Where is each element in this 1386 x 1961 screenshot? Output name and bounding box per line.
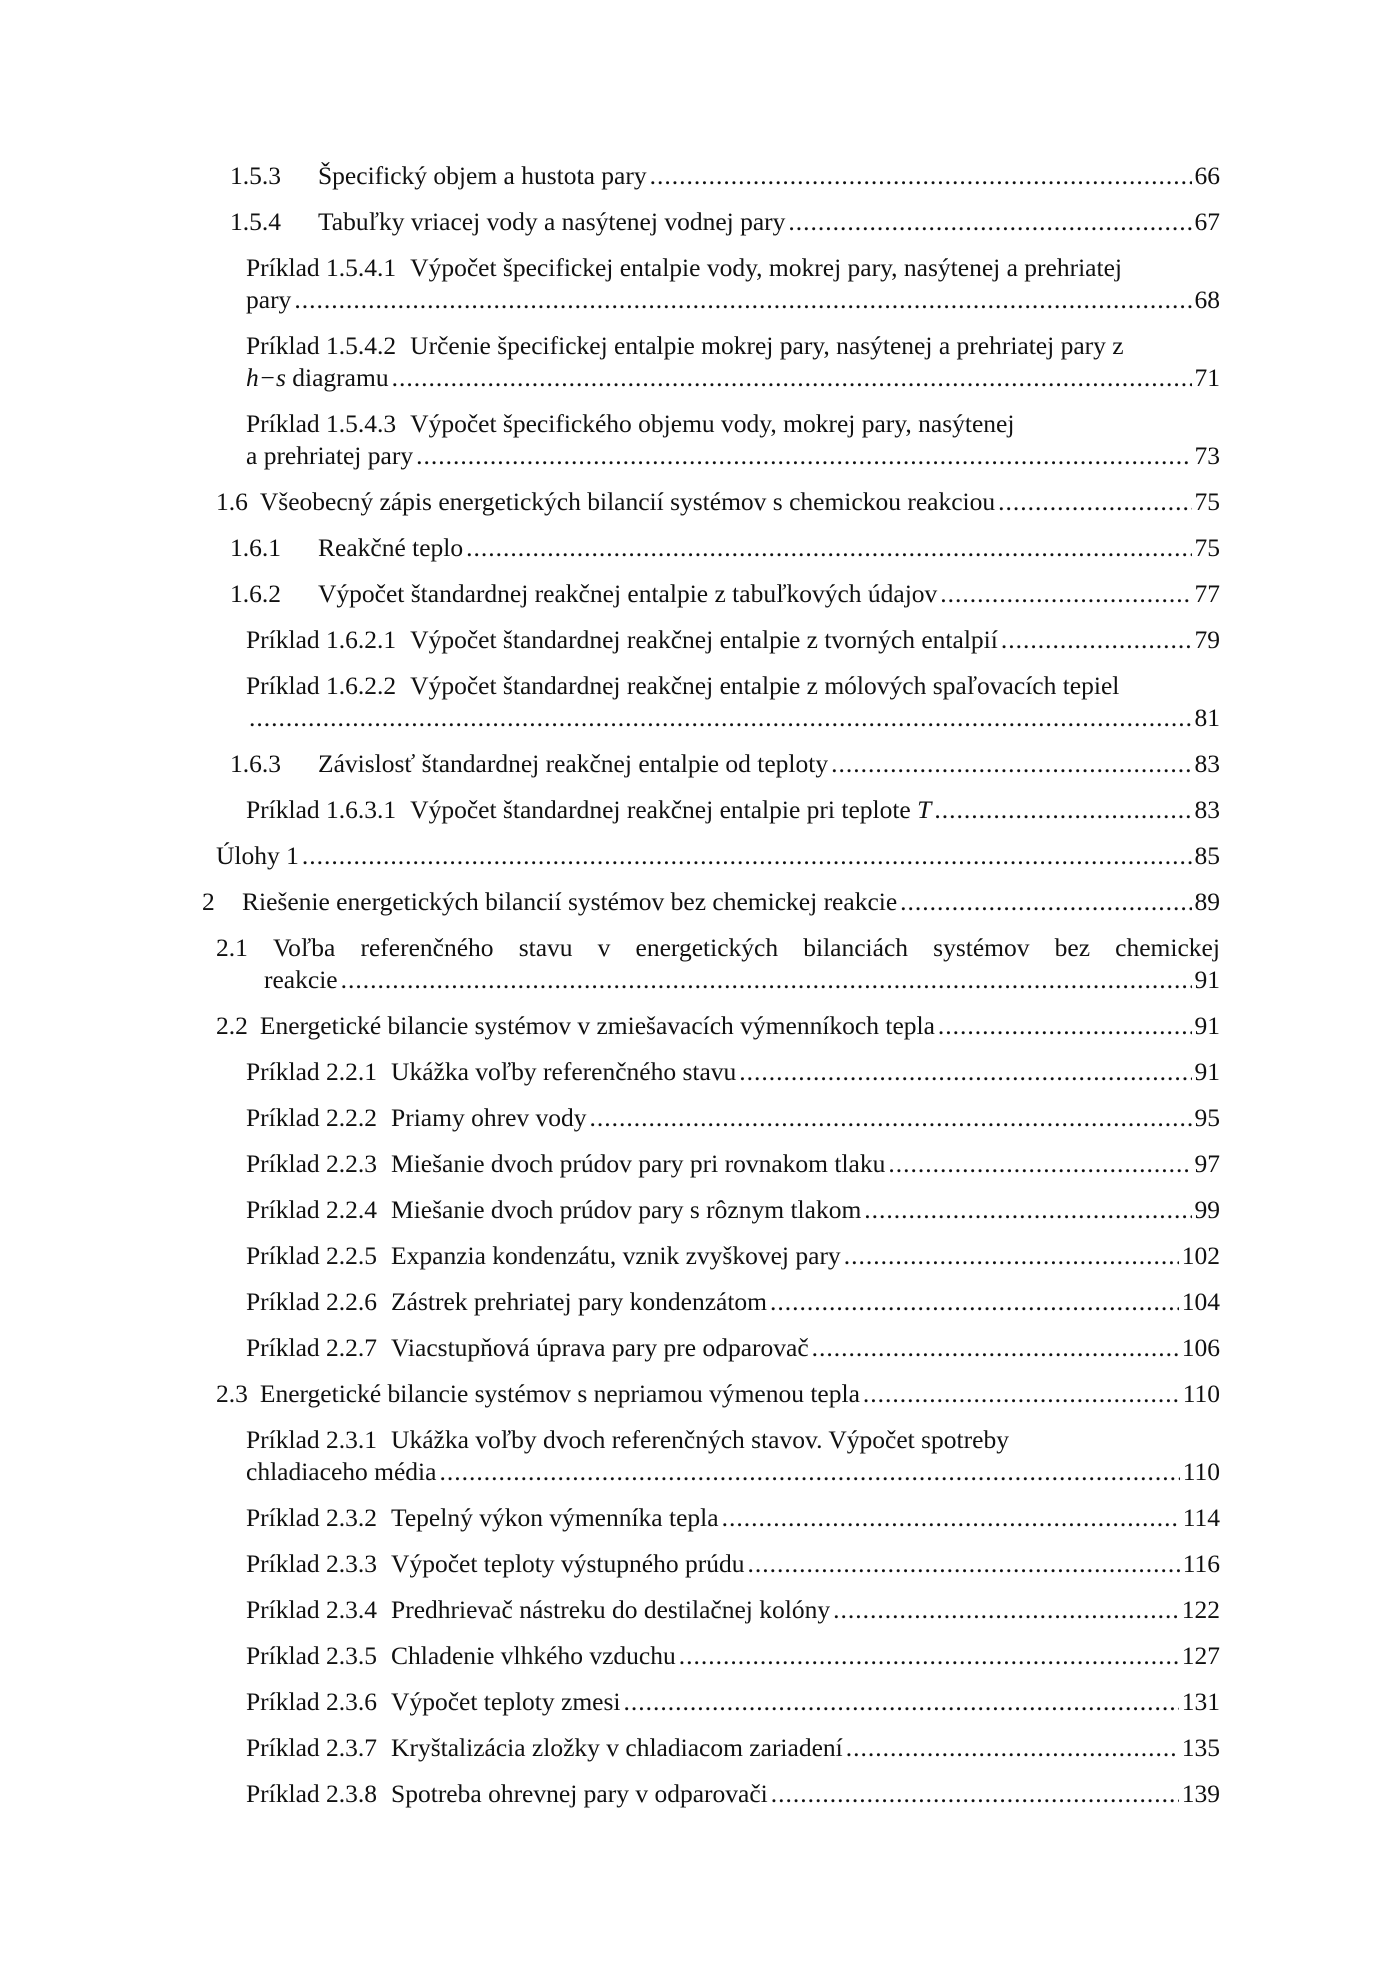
entry-title-word: energetických (635, 933, 779, 962)
page-number: 81 (1194, 703, 1220, 732)
entry-title: Kryštalizácia zložky v chladiacom zariadení (391, 1733, 843, 1762)
page-number: 110 (1182, 1457, 1220, 1486)
entry-number: Príklad 1.5.4.1 (246, 253, 397, 282)
page-number: 91 (1194, 1057, 1220, 1086)
entry-title: Chladenie vlhkého vzduchu (391, 1641, 676, 1670)
entry-title: Predhrievač nástreku do destilačnej kolóny (391, 1595, 831, 1624)
toc-entry[interactable] (202, 1640, 1220, 1672)
entry-title: Ukážka voľby referenčného stavu (391, 1057, 737, 1086)
page-number: 66 (1194, 161, 1220, 190)
toc-entry[interactable] (202, 1148, 1220, 1180)
toc-entry[interactable] (202, 160, 1220, 192)
entry-title: Riešenie energetických bilancií systémov bez chemickej reakcie (242, 887, 898, 916)
entry-number: 1.6.3 (230, 749, 281, 778)
toc-entry[interactable] (202, 486, 1220, 518)
toc-entry[interactable] (202, 330, 1220, 394)
page-number: 97 (1194, 1149, 1220, 1178)
page-number: 135 (1181, 1733, 1220, 1762)
toc-entry[interactable] (202, 1056, 1220, 1088)
toc-entry[interactable] (202, 578, 1220, 610)
entry-number: Príklad 1.6.2.1 (246, 625, 397, 654)
entry-title-word: v (597, 933, 611, 962)
entry-title: Viacstupňová úprava pary pre odparovač (391, 1333, 809, 1362)
toc-entry[interactable] (202, 1240, 1220, 1272)
entry-number: 1.5.3 (230, 161, 281, 190)
entry-title: Výpočet špecifickej entalpie vody, mokrej pary, nasýtenej a prehriatej (410, 253, 1122, 282)
page-number: 67 (1194, 207, 1220, 236)
entry-title: Výpočet štandardnej reakčnej entalpie pri teplote (410, 795, 918, 824)
page-number: 83 (1194, 749, 1220, 778)
page-number: 83 (1194, 795, 1220, 824)
entry-title: Priamy ohrev vody (391, 1103, 587, 1132)
entry-number: Príklad 1.6.3.1 (246, 795, 397, 824)
entry-number: Príklad 1.5.4.2 (246, 331, 397, 360)
toc-entry[interactable] (202, 1778, 1220, 1810)
entry-number: Príklad 2.2.3 (246, 1149, 378, 1178)
entry-title-word: bez (1054, 933, 1091, 962)
entry-title-word: Voľba (273, 933, 336, 962)
entry-title: Miešanie dvoch prúdov pary pri rovnakom tlaku (391, 1149, 886, 1178)
page-number: 71 (1194, 363, 1220, 392)
page-number: 75 (1194, 487, 1220, 516)
entry-title: Výpočet štandardnej reakčnej entalpie z tabuľkových údajov (318, 579, 938, 608)
entry-title-italic: h−s (246, 363, 286, 392)
entry-number: Príklad 2.3.3 (246, 1549, 378, 1578)
toc-entry[interactable] (202, 932, 1220, 996)
entry-number: 2.1 (216, 933, 248, 962)
entry-number: Príklad 2.2.2 (246, 1103, 378, 1132)
entry-title: Spotreba ohrevnej pary v odparovači (391, 1779, 768, 1808)
entry-title: Miešanie dvoch prúdov pary s rôznym tlakom (391, 1195, 862, 1224)
entry-title: Tepelný výkon výmenníka tepla (391, 1503, 719, 1532)
entry-number: 1.6 (216, 487, 248, 516)
toc-entry[interactable] (202, 1594, 1220, 1626)
page-number: 110 (1182, 1379, 1220, 1408)
page-number: 131 (1181, 1687, 1220, 1716)
toc-entry[interactable] (202, 624, 1220, 656)
entry-number: Príklad 2.2.4 (246, 1195, 378, 1224)
entry-title: Ukážka voľby dvoch referenčných stavov. Výpočet spotreby (391, 1425, 1009, 1454)
toc-entry[interactable] (202, 1286, 1220, 1318)
entry-number: Príklad 2.3.6 (246, 1687, 378, 1716)
entry-number: 1.5.4 (230, 207, 281, 236)
entry-title: Výpočet teploty výstupného prúdu (391, 1549, 745, 1578)
entry-number: Príklad 2.3.2 (246, 1503, 378, 1532)
entry-title-word: stavu (518, 933, 573, 962)
entry-number: Príklad 2.3.4 (246, 1595, 378, 1624)
page-number: 114 (1182, 1503, 1220, 1532)
entry-number: Príklad 2.3.8 (246, 1779, 378, 1808)
entry-title-word: chemickej (1115, 933, 1220, 962)
page-number: 116 (1182, 1549, 1220, 1578)
entry-number: 1.6.1 (230, 533, 281, 562)
entry-title: Zástrek prehriatej pary kondenzátom (391, 1287, 768, 1316)
page-number: 79 (1194, 625, 1220, 654)
entry-number: Príklad 2.3.7 (246, 1733, 378, 1762)
toc-entry[interactable] (202, 206, 1220, 238)
entry-number: Príklad 2.3.5 (246, 1641, 378, 1670)
page-number: 139 (1181, 1779, 1220, 1808)
entry-number: Príklad 1.6.2.2 (246, 671, 397, 700)
entry-title-continued: diagramu (285, 363, 389, 392)
entry-title: Výpočet teploty zmesi (391, 1687, 621, 1716)
toc-entry[interactable] (202, 1332, 1220, 1364)
page-number: 75 (1194, 533, 1220, 562)
entry-title: Výpočet štandardnej reakčnej entalpie z mólových spaľovacích tepiel (410, 671, 1120, 700)
toc-entry[interactable] (202, 670, 1220, 734)
toc-entry[interactable] (202, 532, 1220, 564)
toc-entry[interactable] (202, 840, 1220, 872)
toc-entry[interactable] (202, 1548, 1220, 1580)
page-number: 106 (1181, 1333, 1220, 1362)
entry-title: Určenie špecifickej entalpie mokrej pary, nasýtenej a prehriatej pary z (410, 331, 1124, 360)
page-number: 102 (1181, 1241, 1220, 1270)
page-number: 91 (1194, 965, 1220, 994)
entry-title: Expanzia kondenzátu, vznik zvyškovej pary (391, 1241, 841, 1270)
page-number: 122 (1181, 1595, 1220, 1624)
entry-title-word: referenčného (360, 933, 494, 962)
toc-entry[interactable] (202, 1102, 1220, 1134)
toc-entry[interactable] (202, 1194, 1220, 1226)
entry-title: Reakčné teplo (318, 533, 464, 562)
page-number: 104 (1181, 1287, 1220, 1316)
entry-number: Príklad 2.3.1 (246, 1425, 378, 1454)
entry-title: Výpočet štandardnej reakčnej entalpie z tvorných entalpií (410, 625, 998, 654)
entry-number: Príklad 1.5.4.3 (246, 409, 397, 438)
entry-title: Energetické bilancie systémov v zmiešavacích výmenníkoch tepla (259, 1011, 935, 1040)
toc-entry[interactable] (202, 1502, 1220, 1534)
entry-title: Úlohy 1 (216, 841, 299, 870)
page-number: 73 (1194, 441, 1220, 470)
entry-title: Všeobecný zápis energetických bilancií systémov s chemickou reakciou (259, 487, 996, 516)
toc-entry[interactable] (202, 1732, 1220, 1764)
page-number: 89 (1194, 887, 1220, 916)
page-number: 68 (1194, 285, 1220, 314)
entry-title-continued: pary (246, 285, 292, 314)
entry-number: 2.3 (216, 1379, 248, 1408)
entry-number: Príklad 2.2.6 (246, 1287, 378, 1316)
toc-entry[interactable] (202, 748, 1220, 780)
table-of-contents (202, 160, 1220, 1824)
page-number: 77 (1194, 579, 1220, 608)
entry-title: Tabuľky vriacej vody a nasýtenej vodnej pary (318, 207, 786, 236)
entry-title: Výpočet špecifického objemu vody, mokrej pary, nasýtenej (410, 409, 1015, 438)
entry-number: Príklad 2.2.7 (246, 1333, 378, 1362)
entry-title-continued: reakcie (264, 965, 338, 994)
toc-entry[interactable] (202, 1686, 1220, 1718)
entry-number: 2.2 (216, 1011, 248, 1040)
toc-entry[interactable] (202, 408, 1220, 472)
toc-entry[interactable] (202, 252, 1220, 316)
page-number: 127 (1181, 1641, 1220, 1670)
entry-number: Príklad 2.2.5 (246, 1241, 378, 1270)
entry-title: Energetické bilancie systémov s nepriamou výmenou tepla (259, 1379, 860, 1408)
entry-title: Špecifický objem a hustota pary (318, 161, 647, 190)
entry-title-word: systémov (933, 933, 1030, 962)
entry-title-italic: T (917, 795, 932, 824)
toc-entry[interactable] (202, 1424, 1220, 1488)
page-number: 91 (1194, 1011, 1220, 1040)
page-number: 99 (1194, 1195, 1220, 1224)
entry-title: Závislosť štandardnej reakčnej entalpie od teploty (318, 749, 829, 778)
toc-entry[interactable] (202, 1378, 1220, 1410)
entry-number: 1.6.2 (230, 579, 281, 608)
entry-title-continued: chladiaceho média (246, 1457, 437, 1486)
entry-title-word: bilanciách (803, 933, 909, 962)
entry-number: Príklad 2.2.1 (246, 1057, 378, 1086)
entry-title-continued: a prehriatej pary (246, 441, 414, 470)
toc-entry[interactable] (202, 1010, 1220, 1042)
toc-entry[interactable] (202, 794, 1220, 826)
toc-entry[interactable] (202, 886, 1220, 918)
page-number: 85 (1194, 841, 1220, 870)
entry-number: 2 (202, 887, 215, 916)
page-number: 95 (1194, 1103, 1220, 1132)
